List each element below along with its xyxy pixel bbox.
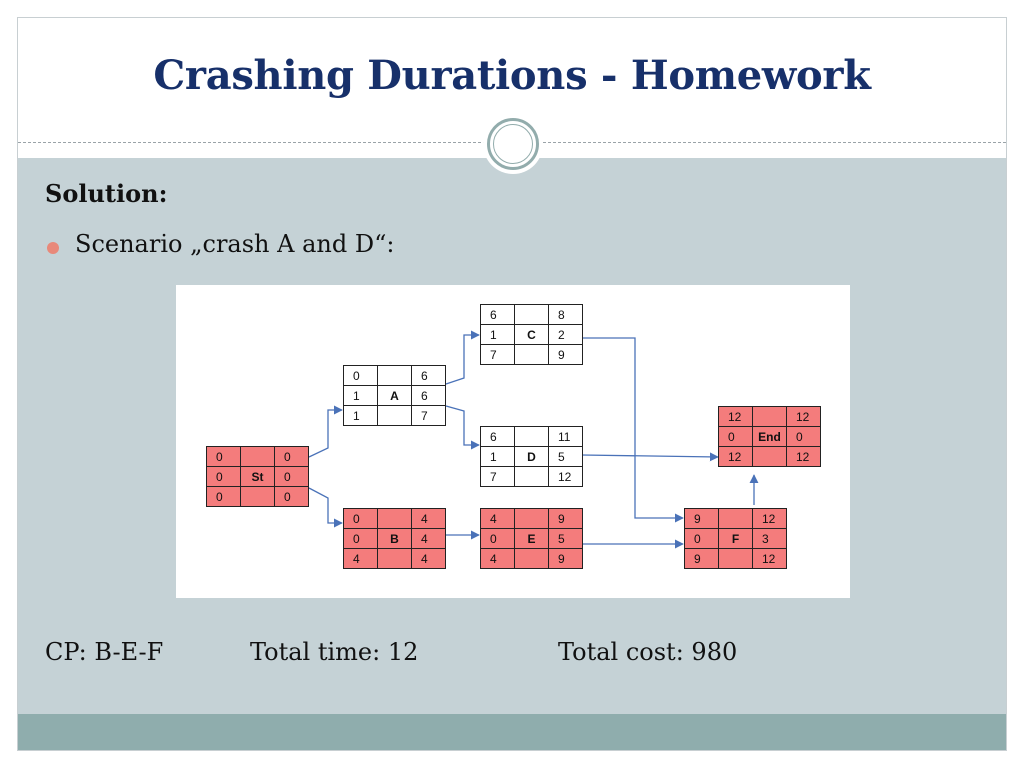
node-d-earliest-start: 6	[480, 426, 515, 447]
node-end-latest-start: 12	[718, 446, 753, 467]
node-c-activity-name: C	[514, 324, 549, 345]
node-st-duration: 0	[274, 466, 309, 487]
node-st-earliest-finish: 0	[274, 446, 309, 467]
node-a-latest-start: 1	[343, 405, 378, 426]
node-d-earliest-finish: 11	[548, 426, 583, 447]
node-end-total-float: 0	[718, 426, 753, 447]
node-st-blank	[240, 446, 275, 467]
node-d-latest-finish: 12	[548, 466, 583, 487]
node-f	[684, 508, 786, 568]
node-d-duration: 5	[548, 446, 583, 467]
node-e	[480, 508, 582, 568]
node-d-activity-name: D	[514, 446, 549, 467]
node-f-blank	[718, 508, 753, 529]
node-a	[343, 365, 445, 425]
scenario-text: Scenario „crash A and D“:	[75, 230, 395, 258]
node-f-duration: 3	[752, 528, 787, 549]
node-b	[343, 508, 445, 568]
node-e-activity-name: E	[514, 528, 549, 549]
node-d-blank	[514, 466, 549, 487]
node-st	[206, 446, 308, 506]
node-b-earliest-start: 0	[343, 508, 378, 529]
node-st-total-float: 0	[206, 466, 241, 487]
node-b-earliest-finish: 4	[411, 508, 446, 529]
node-end-latest-finish: 12	[786, 446, 821, 467]
node-e-earliest-finish: 9	[548, 508, 583, 529]
ornament-inner-ring	[493, 124, 533, 164]
network-diagram	[176, 285, 850, 598]
node-e-blank	[514, 508, 549, 529]
node-e-earliest-start: 4	[480, 508, 515, 529]
node-f-blank	[718, 548, 753, 569]
node-d	[480, 426, 582, 486]
node-c-blank	[514, 304, 549, 325]
slide-title: Crashing Durations - Homework	[153, 52, 871, 99]
bottom-band	[18, 714, 1006, 751]
node-st-blank	[240, 486, 275, 507]
node-st-latest-finish: 0	[274, 486, 309, 507]
total-cost-text: Total cost: 980	[558, 638, 738, 666]
node-e-duration: 5	[548, 528, 583, 549]
node-a-earliest-finish: 6	[411, 365, 446, 386]
arrow-c-f	[582, 338, 683, 518]
node-c-latest-finish: 9	[548, 344, 583, 365]
node-f-earliest-start: 9	[684, 508, 719, 529]
node-a-earliest-start: 0	[343, 365, 378, 386]
bullet-icon	[47, 242, 59, 254]
node-end-earliest-start: 12	[718, 406, 753, 427]
node-d-total-float: 1	[480, 446, 515, 467]
node-c	[480, 304, 582, 364]
solution-label: Solution:	[45, 179, 168, 208]
node-st-earliest-start: 0	[206, 446, 241, 467]
arrow-st-b	[309, 488, 342, 523]
node-a-duration: 6	[411, 385, 446, 406]
node-end-earliest-finish: 12	[786, 406, 821, 427]
node-f-earliest-finish: 12	[752, 508, 787, 529]
node-end-activity-name: End	[752, 426, 787, 447]
arrow-a-c	[446, 335, 479, 384]
node-b-total-float: 0	[343, 528, 378, 549]
node-b-latest-start: 4	[343, 548, 378, 569]
node-end-duration: 0	[786, 426, 821, 447]
arrow-d-end	[582, 455, 718, 457]
slide	[17, 17, 1007, 751]
node-d-latest-start: 7	[480, 466, 515, 487]
node-end-blank	[752, 406, 787, 427]
node-e-blank	[514, 548, 549, 569]
node-c-earliest-finish: 8	[548, 304, 583, 325]
node-b-latest-finish: 4	[411, 548, 446, 569]
node-a-blank	[377, 405, 412, 426]
node-c-earliest-start: 6	[480, 304, 515, 325]
node-c-total-float: 1	[480, 324, 515, 345]
node-c-latest-start: 7	[480, 344, 515, 365]
node-end	[718, 406, 820, 466]
critical-path-text: CP: B-E-F	[45, 638, 164, 666]
node-a-total-float: 1	[343, 385, 378, 406]
node-d-blank	[514, 426, 549, 447]
arrow-st-a	[309, 410, 342, 457]
node-st-latest-start: 0	[206, 486, 241, 507]
node-f-latest-start: 9	[684, 548, 719, 569]
node-b-duration: 4	[411, 528, 446, 549]
node-f-total-float: 0	[684, 528, 719, 549]
arrow-a-d	[446, 406, 479, 445]
node-c-duration: 2	[548, 324, 583, 345]
node-b-blank	[377, 548, 412, 569]
node-e-total-float: 0	[480, 528, 515, 549]
node-a-blank	[377, 365, 412, 386]
node-f-activity-name: F	[718, 528, 753, 549]
total-time-text: Total time: 12	[250, 638, 419, 666]
node-b-activity-name: B	[377, 528, 412, 549]
node-c-blank	[514, 344, 549, 365]
node-a-activity-name: A	[377, 385, 412, 406]
node-end-blank	[752, 446, 787, 467]
node-f-latest-finish: 12	[752, 548, 787, 569]
node-b-blank	[377, 508, 412, 529]
node-e-latest-finish: 9	[548, 548, 583, 569]
node-e-latest-start: 4	[480, 548, 515, 569]
node-st-activity-name: St	[240, 466, 275, 487]
node-a-latest-finish: 7	[411, 405, 446, 426]
